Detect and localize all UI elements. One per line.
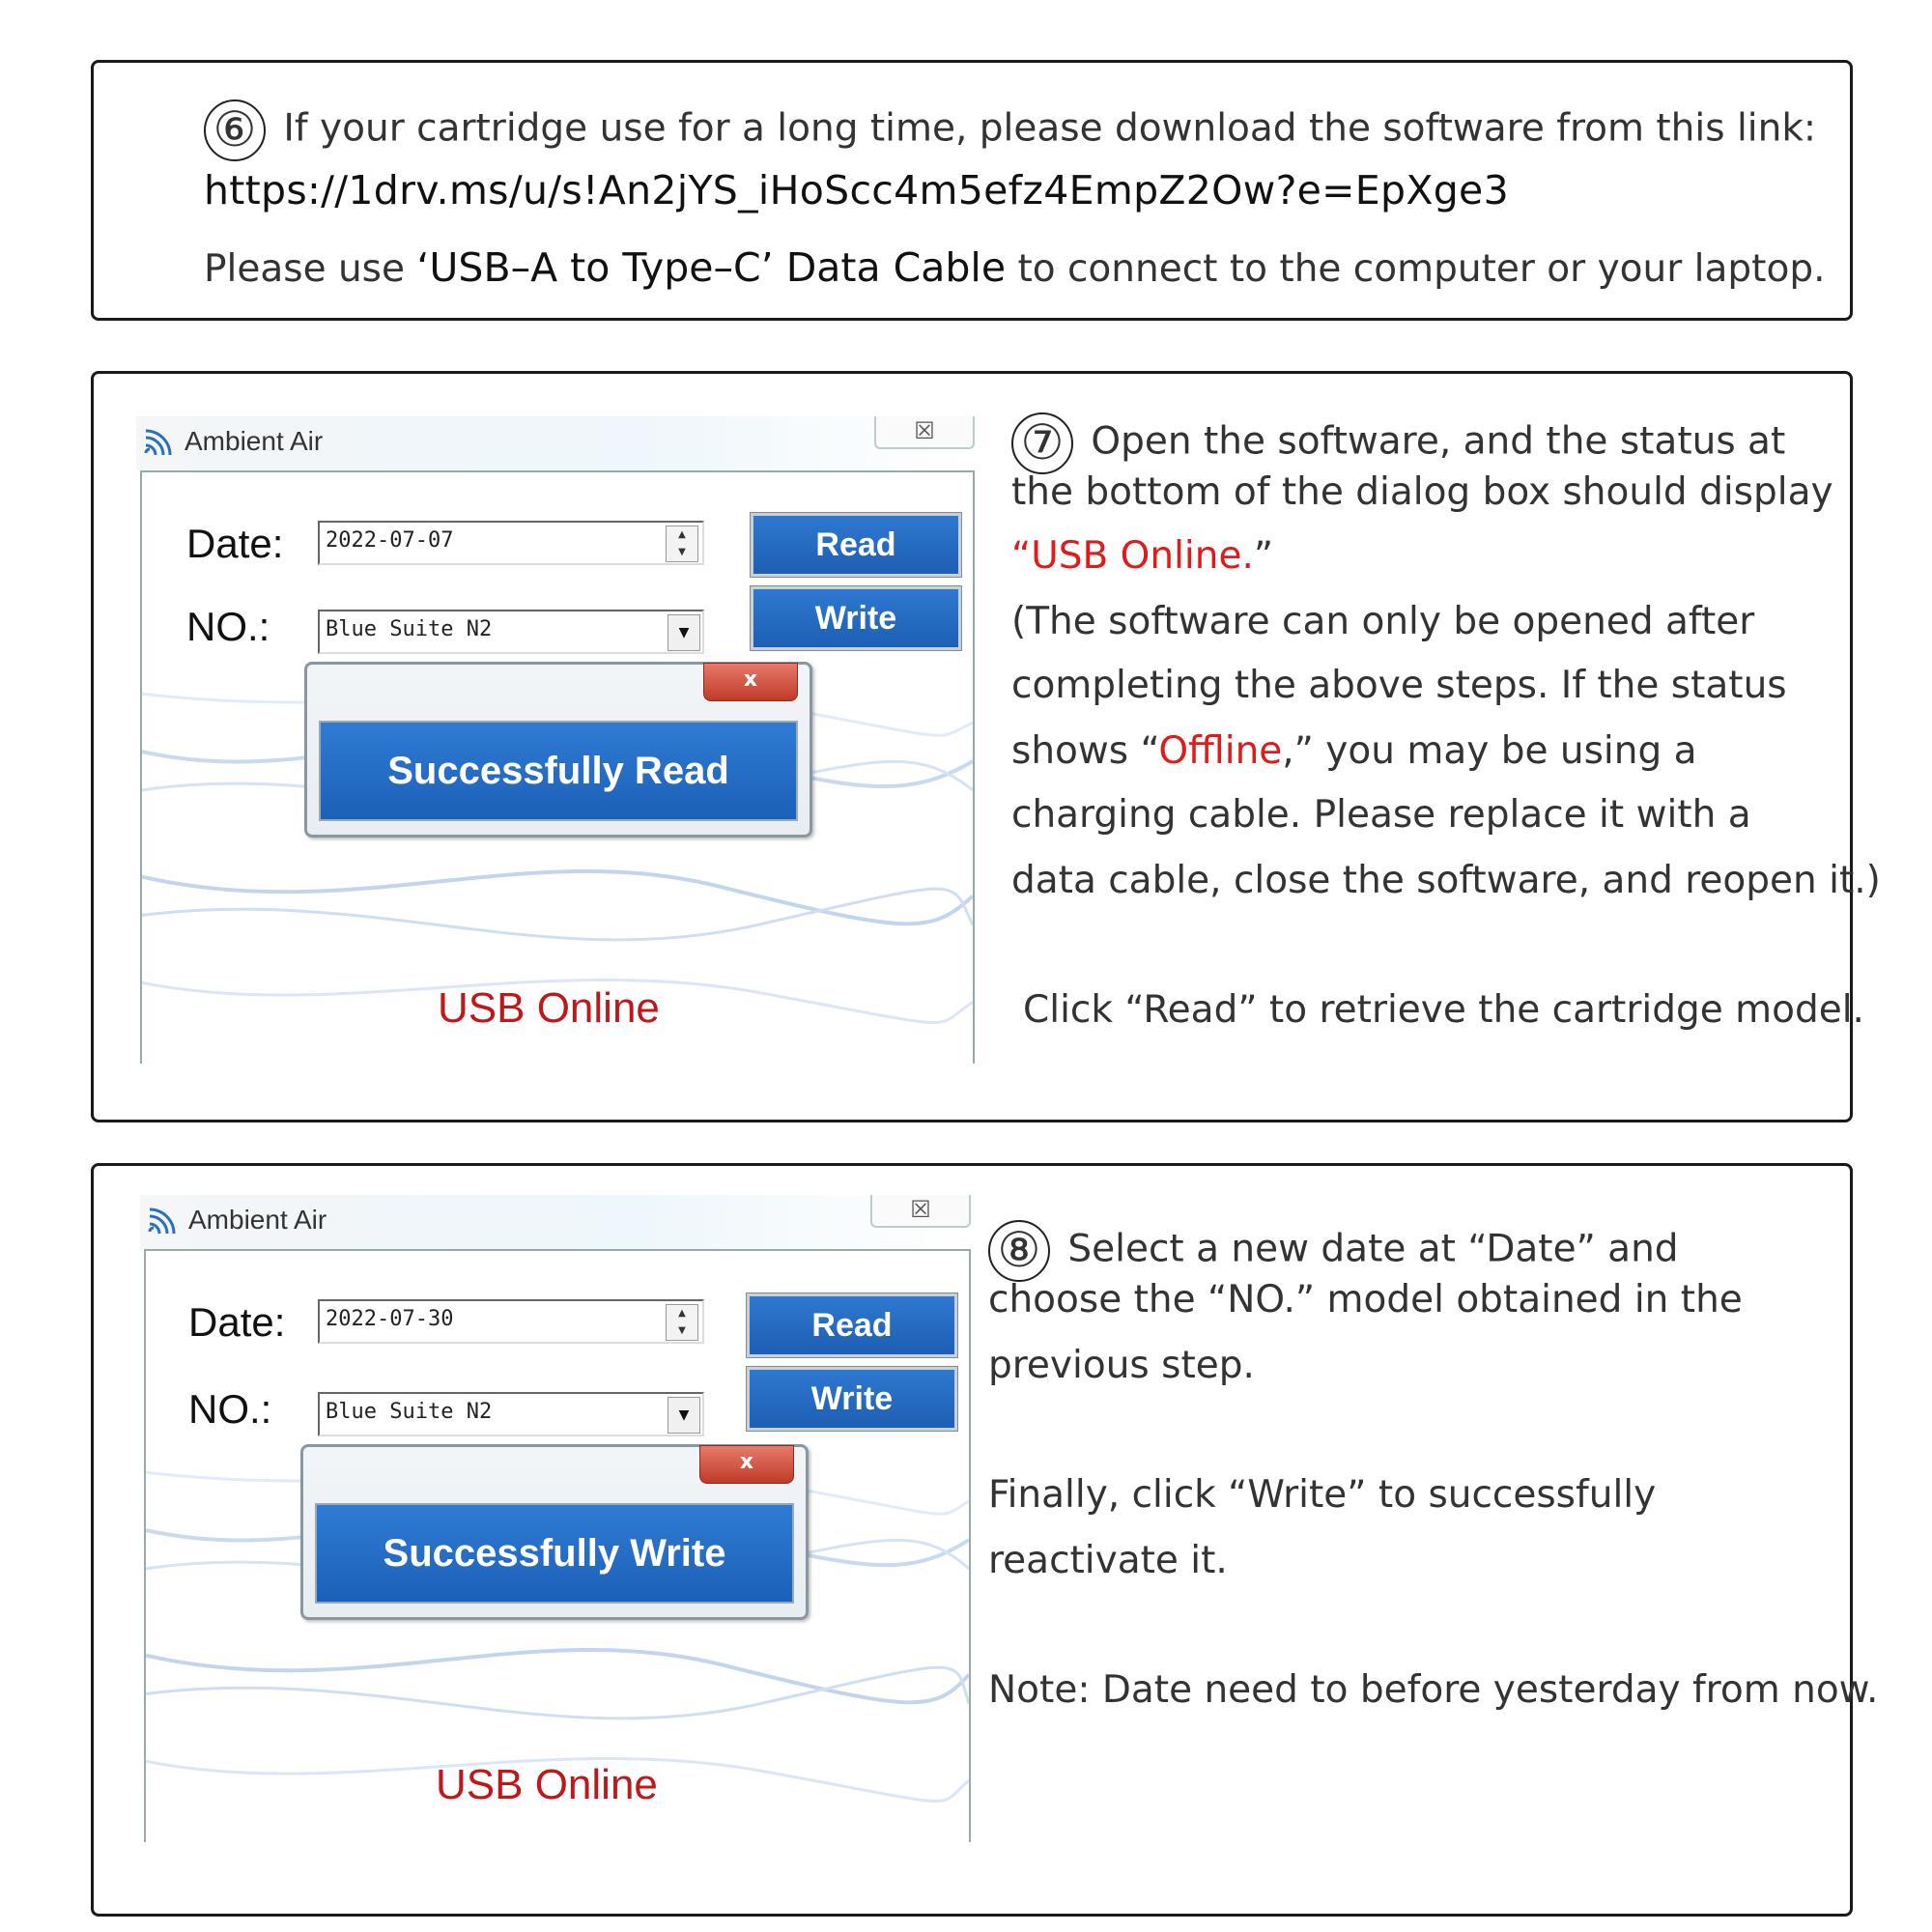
step7-line2: the bottom of the dialog box should display xyxy=(1011,470,1833,514)
close-icon[interactable]: ☒ xyxy=(874,416,975,449)
usb-online-highlight: USB Online. xyxy=(1031,534,1254,578)
model-value: Blue Suite N2 xyxy=(326,617,493,641)
step8-line5: reactivate it. xyxy=(988,1539,1228,1582)
step7-line7: charging cable. Please replace it with a xyxy=(1011,793,1751,837)
step7-panel xyxy=(91,371,1881,1122)
window-title: Ambient Air xyxy=(185,426,324,456)
step7-line3 xyxy=(1011,534,1273,578)
close-icon[interactable]: ☒ xyxy=(870,1195,971,1228)
step7-text1: Open the software, and the status at xyxy=(1091,419,1786,464)
step7-line4: (The software can only be opened after xyxy=(1011,600,1755,643)
step8-line4: Finally, click “Write” to successfully xyxy=(988,1473,1657,1517)
date-input[interactable] xyxy=(318,521,704,565)
quote-close: ” xyxy=(1253,534,1274,578)
step7-line6-post: ,” you may be using a xyxy=(1282,729,1697,773)
popup-close-icon[interactable]: x xyxy=(699,1445,794,1484)
title-bar xyxy=(140,1195,971,1249)
spin-down-icon[interactable]: ▼ xyxy=(678,1325,686,1336)
date-label: Date: xyxy=(188,1299,286,1345)
app-window-write xyxy=(140,1195,971,1842)
write-button[interactable]: Write xyxy=(747,1367,957,1431)
date-input[interactable] xyxy=(318,1299,704,1344)
step8-panel xyxy=(91,1163,1879,1917)
step8-line2: choose the “NO.” model obtained in the xyxy=(988,1278,1743,1321)
step7-line8: data cable, close the software, and reopen it.) xyxy=(1011,859,1881,902)
step7-note: Click “Read” to retrieve the cartridge model. xyxy=(1023,988,1864,1032)
date-spinner[interactable] xyxy=(666,526,698,562)
step7-line6 xyxy=(1011,729,1697,773)
step7-number-icon: ⑦ xyxy=(1011,412,1073,474)
no-label: NO.: xyxy=(188,1386,272,1432)
model-select[interactable] xyxy=(318,1392,704,1436)
popup-message: Successfully Read xyxy=(319,721,798,821)
date-label: Date: xyxy=(186,521,284,566)
read-button[interactable]: Read xyxy=(751,513,961,577)
step6-line1 xyxy=(204,99,1816,161)
window-body xyxy=(140,470,975,1064)
spin-up-icon[interactable]: ▲ xyxy=(678,529,686,540)
step7-line1 xyxy=(1011,412,1842,474)
status-text: USB Online xyxy=(438,984,660,1032)
step7-line6-pre: shows “ xyxy=(1011,729,1159,773)
chevron-down-icon[interactable]: ▼ xyxy=(668,614,700,651)
no-label: NO.: xyxy=(186,604,270,649)
step8-note: Note: Date need to before yesterday from now. xyxy=(988,1668,1879,1712)
read-button[interactable]: Read xyxy=(747,1293,957,1357)
app-window-read xyxy=(136,416,975,1064)
title-bar xyxy=(136,416,975,470)
step7-line5: completing the above steps. If the status xyxy=(1011,664,1787,707)
step6-line3-post: to connect to the computer or your laptop. xyxy=(1006,247,1826,291)
step8-text1: Select a new date at “Date” and xyxy=(1067,1227,1679,1271)
date-value: 2022-07-30 xyxy=(326,1307,454,1331)
quote-open: “ xyxy=(1011,534,1032,578)
write-button[interactable]: Write xyxy=(751,586,961,650)
result-popup xyxy=(304,662,812,838)
window-body xyxy=(144,1249,971,1842)
date-value: 2022-07-07 xyxy=(326,528,454,553)
date-spinner[interactable] xyxy=(666,1304,698,1341)
wifi-signal-icon xyxy=(142,428,175,457)
spin-down-icon[interactable]: ▼ xyxy=(678,547,686,557)
step8-number-icon: ⑧ xyxy=(988,1220,1050,1282)
download-link[interactable]: https://1drv.ms/u/s!An2jYS_iHoScc4m5efz4EmpZ2Ow?e=EpXge3 xyxy=(204,167,1509,213)
step8-line3: previous step. xyxy=(988,1344,1255,1387)
step8-line1 xyxy=(988,1220,1838,1282)
step6-panel xyxy=(91,60,1853,321)
spin-up-icon[interactable]: ▲ xyxy=(678,1308,686,1319)
popup-message: Successfully Write xyxy=(315,1503,794,1604)
model-select[interactable] xyxy=(318,610,704,654)
result-popup xyxy=(300,1444,809,1620)
status-text: USB Online xyxy=(436,1761,658,1808)
wifi-signal-icon xyxy=(146,1207,179,1236)
window-title: Ambient Air xyxy=(188,1205,327,1235)
step6-line3-pre: Please use xyxy=(204,247,417,291)
model-value: Blue Suite N2 xyxy=(326,1400,493,1424)
cable-name: ‘USB–A to Type–C’ Data Cable xyxy=(416,244,1007,291)
popup-close-icon[interactable]: x xyxy=(703,663,798,701)
step6-text: If your cartridge use for a long time, please download the software from this link: xyxy=(283,106,1817,151)
step6-line3 xyxy=(204,244,1825,291)
step6-number-icon: ⑥ xyxy=(204,99,266,161)
chevron-down-icon[interactable]: ▼ xyxy=(668,1397,700,1434)
offline-highlight: Offline xyxy=(1158,729,1283,773)
